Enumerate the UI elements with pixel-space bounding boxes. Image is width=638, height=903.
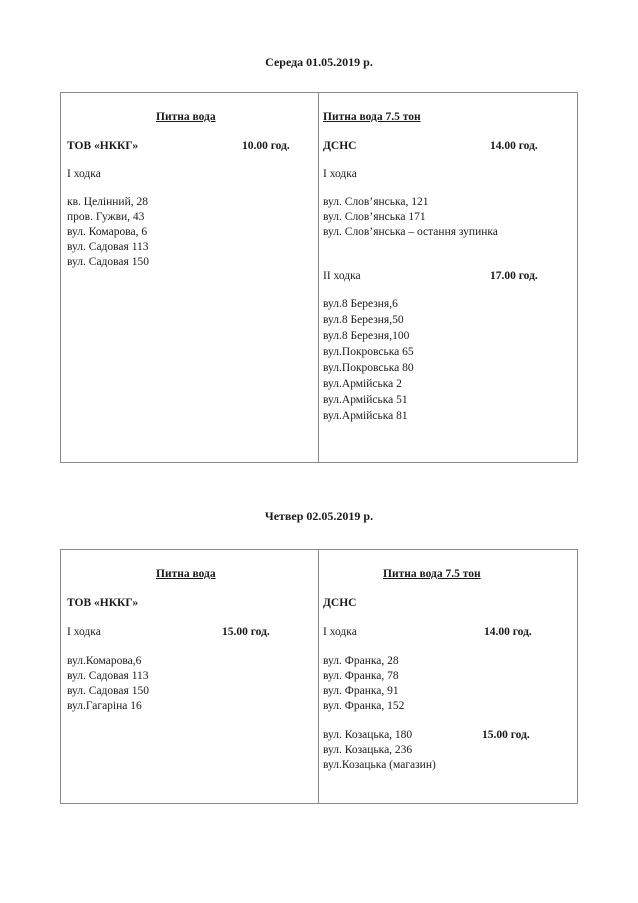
day-2-right-group-2-time: 15.00 год. [482, 729, 530, 741]
day-1-left-address: пров. Гужви, 43 [67, 211, 145, 223]
day-1-right-trip-1: І ходка [323, 168, 357, 180]
day-2-right-header: Питна вода 7.5 тон [383, 568, 481, 580]
day-2-right-address: вул. Франка, 28 [323, 655, 399, 667]
day-1-right-trip-2-address: вул.8 Березня,100 [323, 330, 410, 342]
day-2-left-address: вул. Садовая 150 [67, 685, 149, 697]
day-2-right-address: вул. Франка, 78 [323, 670, 399, 682]
day-1-right-trip-2-address: вул.8 Березня,6 [323, 298, 398, 310]
day-2-left-header: Питна вода [156, 568, 216, 580]
day-1-left-header: Питна вода [156, 111, 216, 123]
day-1-left-address: вул. Садовая 150 [67, 256, 149, 268]
day-1-right-trip-2-address: вул.Покровська 80 [323, 362, 414, 374]
day-2-left-trip-time: 15.00 год. [222, 626, 270, 638]
day-2-right-trip: І ходка [323, 626, 357, 638]
day-1-right-trip-2-address: вул.Армійська 81 [323, 410, 408, 422]
day-1-right-trip-2: ІІ ходка [323, 270, 361, 282]
day-1-right-trip-2-address: вул.8 Березня,50 [323, 314, 404, 326]
day-1-right-trip-2-address: вул.Покровська 65 [323, 346, 414, 358]
day-1-divider [318, 92, 319, 462]
day-1-right-trip-1-address: вул. Слов’янська, 121 [323, 196, 429, 208]
day-2-right-group-2-address: вул.Козацька (магазин) [323, 759, 436, 771]
day-2-title: Четвер 02.05.2019 р. [264, 509, 374, 523]
day-1-right-header: Питна вода 7.5 тон [323, 111, 421, 123]
day-2-left-address: вул.Гагаріна 16 [67, 700, 142, 712]
day-2-right-address: вул. Франка, 152 [323, 700, 405, 712]
day-1-right-trip-2-address: вул.Армійська 51 [323, 394, 408, 406]
day-2-left-org: ТОВ «НККГ» [67, 597, 139, 609]
day-2-right-group-2-address: вул. Козацька, 236 [323, 744, 413, 756]
day-1-right-trip-1-address: вул. Слов’янська – остання зупинка [323, 226, 498, 238]
day-1-right-org: ДСНС [323, 140, 357, 152]
day-1-left-address: вул. Комарова, 6 [67, 226, 148, 238]
day-1-right-org-time: 14.00 год. [490, 140, 538, 152]
day-2-right-trip-time: 14.00 год. [484, 626, 532, 638]
day-1-left-org: ТОВ «НККГ» [67, 140, 139, 152]
day-1-right-trip-1-address: вул. Слов’янська 171 [323, 211, 426, 223]
day-1-left-trip: І ходка [67, 168, 101, 180]
day-2-left-address: вул. Садовая 113 [67, 670, 149, 682]
day-2-left-address: вул.Комарова,6 [67, 655, 142, 667]
day-2-right-address: вул. Франка, 91 [323, 685, 399, 697]
day-2-divider [318, 549, 319, 803]
day-1-title: Середа 01.05.2019 р. [265, 55, 373, 69]
day-1-left-address: кв. Целінний, 28 [67, 196, 148, 208]
day-2-left-trip: І ходка [67, 626, 101, 638]
day-2-right-org: ДСНС [323, 597, 357, 609]
day-1-left-org-time: 10.00 год. [242, 140, 290, 152]
day-1-right-trip-2-address: вул.Армійська 2 [323, 378, 402, 390]
day-1-right-trip-2-time: 17.00 год. [490, 270, 538, 282]
day-2-right-group-2-address: вул. Козацька, 180 [323, 729, 413, 741]
day-1-left-address: вул. Садовая 113 [67, 241, 149, 253]
